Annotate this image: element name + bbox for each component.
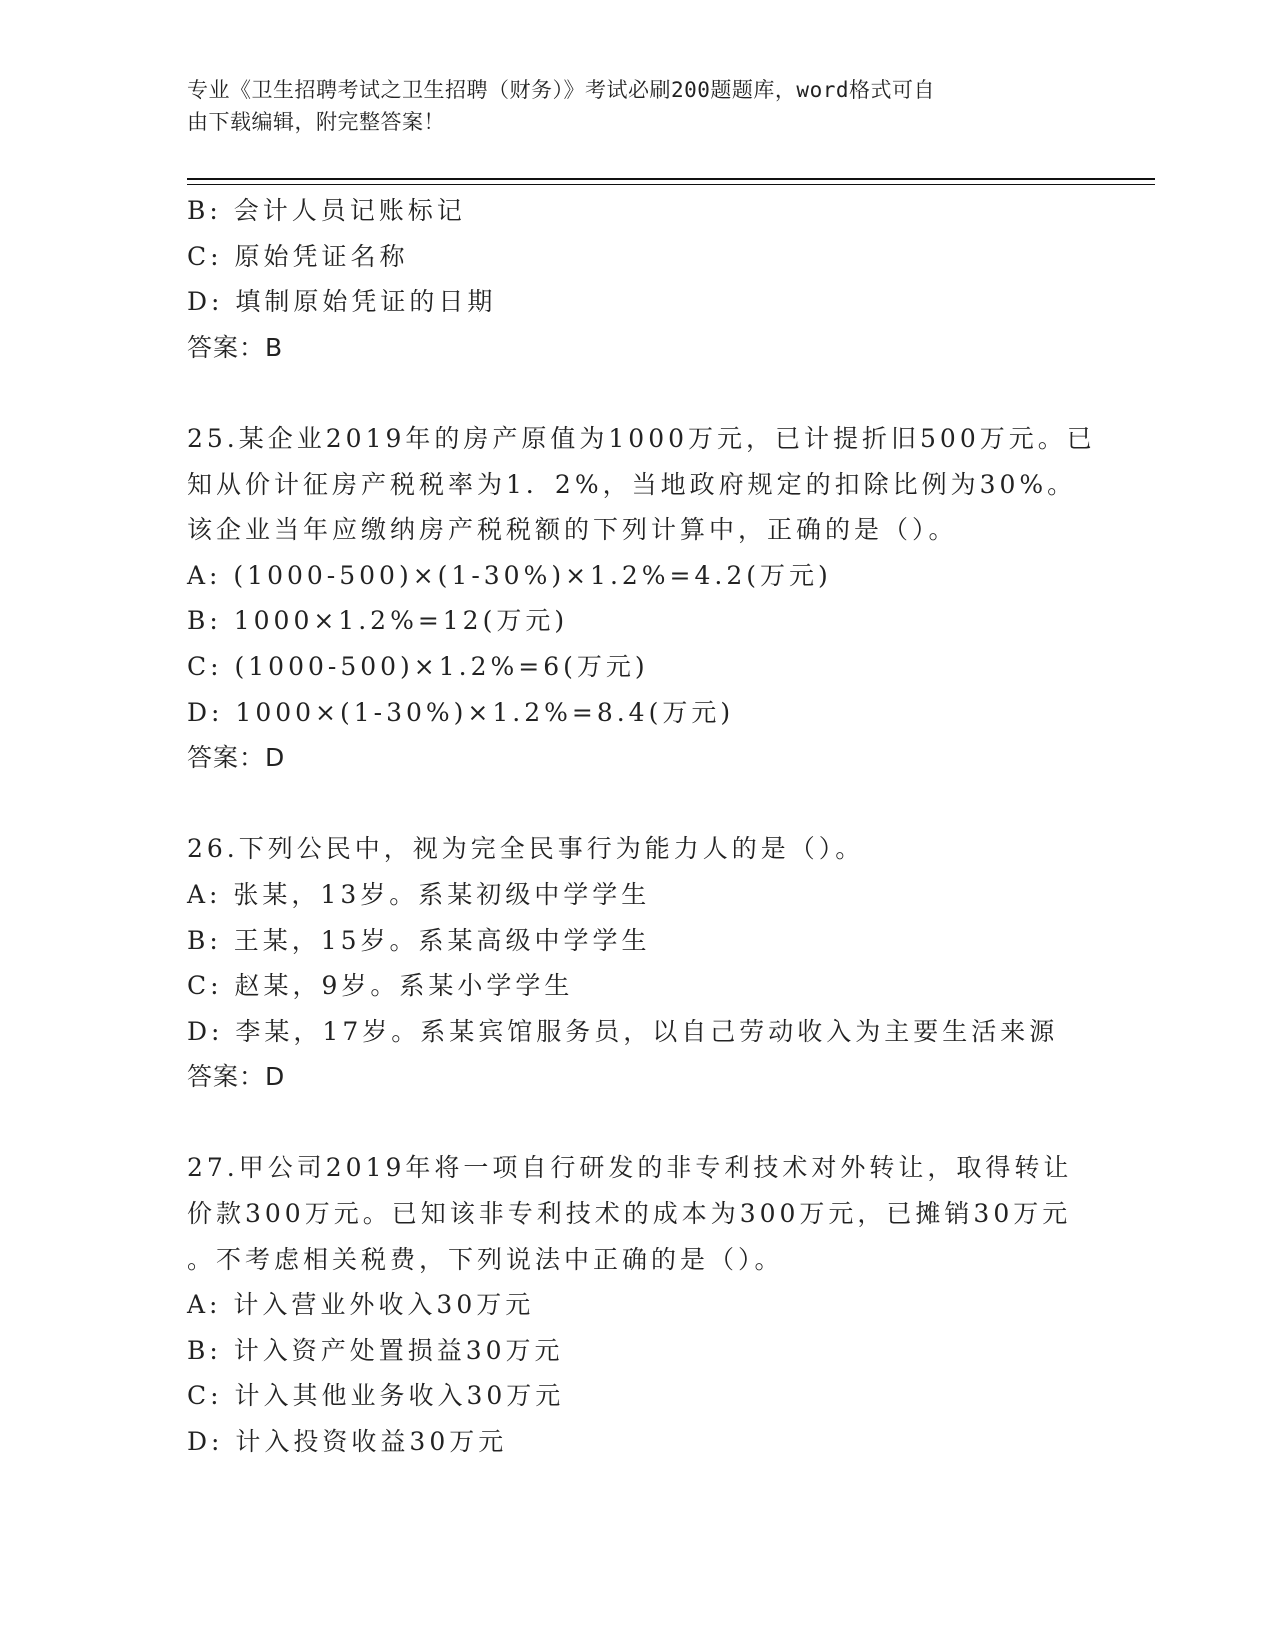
option-b: B: 会计人员记账标记 xyxy=(187,196,466,225)
document-body xyxy=(187,188,1096,1465)
question-prev xyxy=(187,188,1087,370)
answer-line: 答案：D xyxy=(187,1062,286,1092)
spacer xyxy=(187,1100,1087,1146)
spacer xyxy=(187,370,1087,416)
question-26 xyxy=(187,826,1087,1100)
question-stem-line: 。不考虑相关税费，下列说法中正确的是（）。 xyxy=(187,1244,784,1274)
spacer xyxy=(187,781,1087,827)
header-line-1: 专业《卫生招聘考试之卫生招聘（财务）》考试必刷200题题库，word格式可自 xyxy=(187,78,935,102)
question-27 xyxy=(187,1145,1087,1464)
option-a: A: (1000-500)×(1-30%)×1.2%=4.2(万元) xyxy=(187,560,832,590)
answer-line: 答案：D xyxy=(187,743,286,773)
question-stem-line: 27.甲公司2019年将一项自行研发的非专利技术对外转让，取得转让 xyxy=(187,1153,1073,1183)
option-c: C: 原始凭证名称 xyxy=(187,241,409,271)
answer-line: 答案：B xyxy=(187,332,284,362)
option-d: D: 1000×(1-30%)×1.2%=8.4(万元) xyxy=(187,697,735,727)
option-c: C: (1000-500)×1.2%=6(万元) xyxy=(187,651,649,681)
option-d: D: 李某，17岁。系某宾馆服务员，以自己劳动收入为主要生活来源 xyxy=(187,1016,1059,1046)
option-a: A: 计入营业外收入30万元 xyxy=(187,1290,535,1320)
question-stem-line: 价款300万元。已知该非专利技术的成本为300万元，已摊销30万元 xyxy=(187,1199,1072,1229)
document-header xyxy=(187,74,1067,138)
option-b: B: 王某，15岁。系某高级中学学生 xyxy=(187,925,651,955)
header-line-2: 由下载编辑，附完整答案！ xyxy=(187,110,445,134)
option-b: B: 1000×1.2%=12(万元) xyxy=(187,606,569,636)
question-stem-line: 知从价计征房产税税率为1．2%，当地政府规定的扣除比例为30%。 xyxy=(187,469,1077,499)
option-a: A: 张某，13岁。系某初级中学学生 xyxy=(187,879,651,909)
question-stem-line: 该企业当年应缴纳房产税税额的下列计算中，正确的是（）。 xyxy=(187,515,958,545)
question-stem-line: 26.下列公民中，视为完全民事行为能力人的是（）。 xyxy=(187,834,865,864)
header-divider-thick xyxy=(187,178,1155,180)
option-c: C: 计入其他业务收入30万元 xyxy=(187,1381,565,1411)
option-d: D: 填制原始凭证的日期 xyxy=(187,287,497,317)
option-d: D: 计入投资收益30万元 xyxy=(187,1427,508,1457)
header-divider-thin xyxy=(187,184,1155,185)
option-b: B: 计入资产处置损益30万元 xyxy=(187,1335,564,1365)
question-stem-line: 25.某企业2019年的房产原值为1000万元，已计提折旧500万元。已 xyxy=(187,423,1096,453)
question-25 xyxy=(187,416,1096,781)
option-c: C: 赵某，9岁。系某小学学生 xyxy=(187,971,574,1001)
